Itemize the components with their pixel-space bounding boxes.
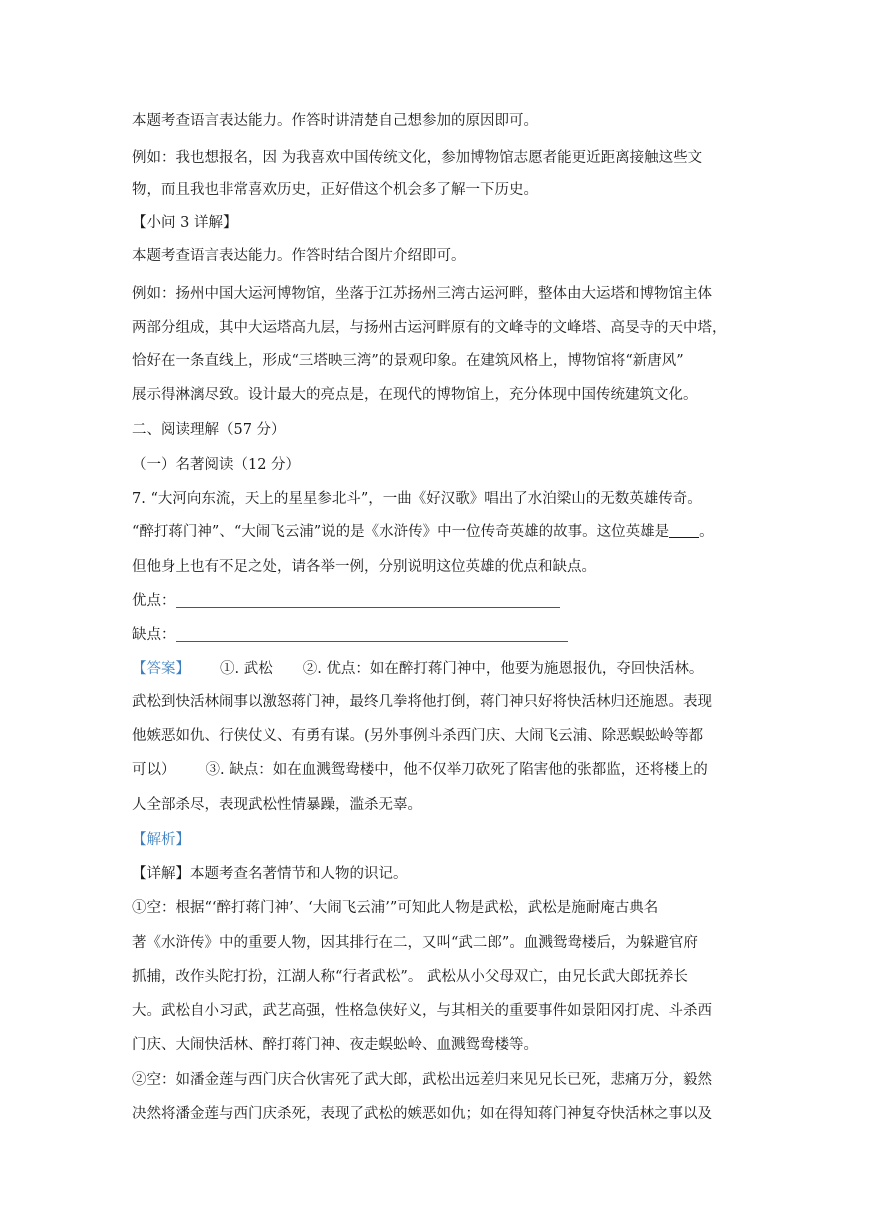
- flaw-answer-line: [176, 641, 568, 642]
- detail-line: 门庆、大闹快活林、醉打蒋门神、夜走蜈蚣岭、血溅鸳鸯楼等。: [132, 1037, 538, 1053]
- question-7-line: 7. “大河向东流，天上的星星参北斗”，一曲《好汉歌》唱出了水泊梁山的无数英雄传奇。: [132, 491, 702, 507]
- detail-line: 【详解】本题考查名著情节和人物的识记。: [132, 866, 408, 882]
- answer-text: 可以）: [132, 762, 176, 778]
- analysis-line: 例如：扬州中国大运河博物馆，坐落于江苏扬州三湾古运河畔，整体由大运塔和博物馆主体: [132, 286, 712, 302]
- detail-line: 决然将潘金莲与西门庆杀死，表现了武松的嫉恶如仇；如在得知蒋门神复夺快活林之事以及: [132, 1106, 712, 1122]
- analysis-line: 展示得淋漓尽致。设计最大的亮点是，在现代的博物馆上，充分体现中国传统建筑文化。: [132, 387, 698, 403]
- analysis-line: 恰好在一条直线上，形成“三塔映三湾”的景观印象。在建筑风格上，博物馆将“新唐风”: [132, 353, 684, 369]
- subquestion-header: 【小问 3 详解】: [132, 215, 238, 231]
- detail-line: 抓捕，改作头陀打扮，江湖人称“行者武松”。 武松从小父母双亡，由兄长武大郎抚养长: [132, 969, 688, 985]
- analysis-tag: 【解析】: [132, 832, 190, 848]
- section-title: 二、阅读理解（57 分）: [132, 422, 286, 438]
- answer-num: ②.: [302, 661, 322, 677]
- question-7-line: [132, 522, 714, 542]
- question-7-line: 但他身上也有不足之处，请各举一例，分别说明这位英雄的优点和缺点。: [132, 559, 596, 575]
- analysis-line: 两部分组成，其中大运塔高九层，与扬州古运河畔原有的文峰寺的文峰塔、高旻寺的天中塔，: [132, 320, 727, 336]
- analysis-line: 例如：我也想报名，因 为我喜欢中国传统文化，参加博物馆志愿者能更近距离接触这些文: [132, 150, 703, 166]
- answer-line: [132, 760, 708, 780]
- merit-answer-line: [176, 607, 560, 608]
- merit-label: 优点：: [132, 593, 176, 609]
- subsection-title: （一）名著阅读（12 分）: [132, 457, 301, 473]
- detail-line: ①空：根据“‘醉打蒋门神’、‘大闹飞云浦’”可知此人物是武松，武松是施耐庵古典名: [132, 900, 659, 916]
- answer-word: 武松: [243, 661, 273, 677]
- answer-text: 缺点：如在血溅鸳鸯楼中，他不仅举刀砍死了陷害他的张都监，还将楼上的: [229, 762, 708, 778]
- answer-blank: [669, 523, 699, 538]
- analysis-line: 本题考查语言表达能力。作答时结合图片介绍即可。: [132, 248, 466, 264]
- analysis-line: 物，而且我也非常喜欢历史，正好借这个机会多了解一下历史。: [132, 182, 538, 198]
- answer-text: 优点：如在醉打蒋门神中，他要为施恩报仇，夺回快活林。: [326, 661, 704, 677]
- detail-line: 著《水浒传》中的重要人物，因其排行在二，又叫“武二郎”。血溅鸳鸯楼后，为躲避官府: [132, 935, 698, 951]
- answer-line: [132, 659, 703, 679]
- answer-line: 武松到快活林闹事以激怒蒋门神，最终几拳将他打倒，蒋门神只好将快活林归还施恩。表现: [132, 694, 712, 710]
- answer-line: 人全部杀尽，表现武松性情暴躁，滥杀无辜。: [132, 797, 422, 813]
- answer-num: ③.: [205, 762, 225, 778]
- analysis-line: 本题考查语言表达能力。作答时讲清楚自己想参加的原因即可。: [132, 113, 538, 129]
- answer-num: ①.: [220, 661, 240, 677]
- question-7-text: “醉打蒋门神”、“大闹飞云浦”说的是《水浒传》中一位传奇英雄的故事。这位英雄是: [132, 524, 670, 540]
- question-7-period: 。: [699, 524, 714, 540]
- detail-line: ②空：如潘金莲与西门庆合伙害死了武大郎，武松出远差归来见兄长已死，悲痛万分，毅然: [132, 1072, 712, 1088]
- flaw-label: 缺点：: [132, 627, 176, 643]
- answer-tag: 【答案】: [132, 661, 190, 677]
- answer-line: 他嫉恶如仇、行侠仗义、有勇有谋。(另外事例斗杀西门庆、大闹飞云浦、除恶蜈蚣岭等都: [132, 728, 704, 744]
- detail-line: 大。武松自小习武，武艺高强，性格急侠好义，与其相关的重要事件如景阳冈打虎、斗杀西: [132, 1003, 712, 1019]
